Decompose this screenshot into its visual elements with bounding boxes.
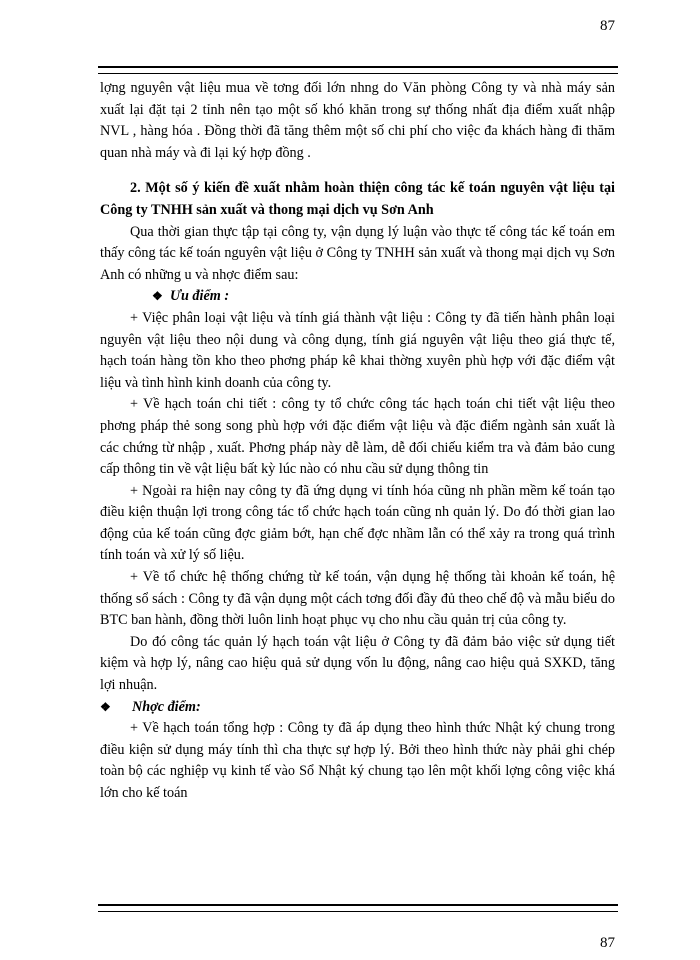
advantage-item-2: + Về hạch toán chi tiết : công ty tổ chức công tác hạch toán chi tiết vật liệu theo phơng pháp thẻ song song phù hợp với đặc điểm vật liệu và đặc điểm ngành sản xuất là các chứng từ nhập , xuất. Phơng pháp này dễ làm, dễ đối chiếu kiểm tra và đảm bảo cung cấp thông tin về vật liệu bất kỳ lúc nào có nhu cầu sử dụng thông tin [100, 396, 615, 478]
page-number-top: 87 [600, 18, 615, 34]
advantage-item-4: + Về tổ chức hệ thống chứng từ kế toán, vận dụng hệ thống tài khoản kế toán, hệ thống sổ sách : Công ty đã vận dụng một cách tơng đối đầy đủ theo chế độ và mẫu biểu do BTC ban hành, đồng thời luôn linh hoạt phục vụ cho nhu cầu quản trị của công ty. [100, 569, 615, 629]
advantages-heading [100, 286, 615, 308]
section-heading: 2. Một số ý kiến đề xuất nhằm hoàn thiện công tác kế toán nguyên vật liệu tại Công ty TNHH sản xuất và thong mại dịch vụ Sơn Anh [100, 180, 615, 218]
page-content [100, 78, 615, 805]
header-rule [98, 66, 618, 74]
advantage-item-1: + Việc phân loại vật liệu và tính giá thành vật liệu : Công ty đã tiến hành phân loại nguyên vật liệu theo nội dung và công dụng, tính giá nguyên vật liệu theo giá thực tế, hạch toán hàng tồn kho theo phơng pháp kê khai thờng xuyên phù hợp với đặc điểm vật liệu và tình hình kinh doanh của công ty. [100, 309, 615, 391]
paragraph-intro: lợng nguyên vật liệu mua về tơng đối lớn nhng do Văn phòng Công ty và nhà máy sản xuất lại đặt tại 2 tỉnh nên tạo một số khó khăn trong sự thống nhất địa điểm xuất nhập NVL , hàng hóa . Đồng thời đã tăng thêm một số chi phí cho việc đa khách hàng đi thăm quan nhà máy và đi lại ký hợp đồng . [100, 80, 615, 161]
advantage-item-3: + Ngoài ra hiện nay công ty đã ứng dụng vi tính hóa cũng nh phần mềm kế toán tạo điều kiện thuận lợi trong công tác tổ chức hạch toán cũng nh quản lý. Do đó thời gian lao động của kế toán cũng đợc giảm bớt, hạn chế đợc nhầm lẫn có thể xảy ra trong quá trình tính toán và xử lý số liệu. [100, 482, 615, 564]
paragraph-2: Do đó công tác quản lý hạch toán vật liệu ở Công ty đã đảm bảo việc sử dụng tiết kiệm và hợp lý, nâng cao hiệu quả sử dụng vốn lu động, nâng cao hiệu quả SXKD, tăng lợi nhuận. [100, 633, 615, 694]
paragraph-1: Qua thời gian thực tập tại công ty, vận dụng lý luận vào thực tế công tác kế toán em thấy công tác kế toán nguyên vật liệu ở Công ty TNHH sản xuất và thong mại dịch vụ Sơn Anh có những u và nhợc điểm sau: [100, 223, 615, 283]
diamond-bullet-icon: ❖ [100, 699, 111, 714]
advantages-label: Ưu điểm : [170, 288, 230, 305]
diamond-bullet-icon: ❖ [152, 289, 163, 304]
disadvantages-heading [100, 697, 615, 719]
footer-rule [98, 904, 618, 912]
page-number-bottom: 87 [600, 935, 615, 951]
disadvantage-item-1: + Về hạch toán tổng hợp : Công ty đã áp dụng theo hình thức Nhật ký chung trong điều kiện sử dụng máy tính thì cha thực sự hợp lý. Bởi theo hình thức này phải ghi chép toàn bộ các nghiệp vụ kinh tế vào Sổ Nhật ký chung tạo lên một khối lợng công việc khá lớn cho kế toán [100, 720, 615, 801]
disadvantages-label: Nhợc điểm: [132, 698, 201, 715]
